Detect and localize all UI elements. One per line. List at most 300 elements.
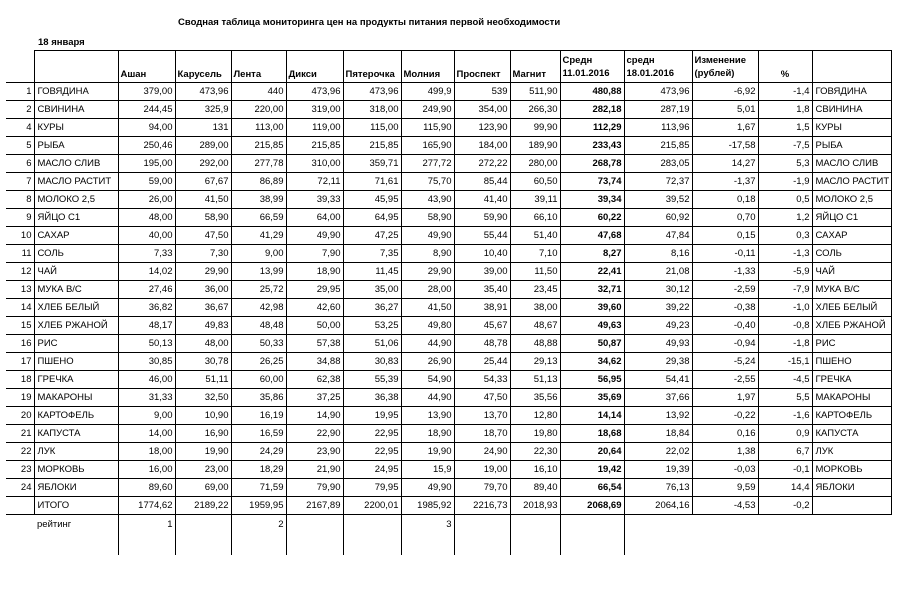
price-pyaterochka: 53,25 — [343, 317, 401, 335]
avg-11-01: 233,43 — [560, 137, 624, 155]
price-karusel: 29,90 — [175, 263, 231, 281]
price-lenta: 113,00 — [231, 119, 286, 137]
price-magnit: 60,50 — [510, 173, 560, 191]
price-auchan: 89,60 — [118, 479, 175, 497]
price-diksi: 14,90 — [286, 407, 343, 425]
table-row — [6, 173, 892, 191]
header-name — [34, 51, 118, 83]
price-auchan: 30,85 — [118, 353, 175, 371]
rating-magnit — [510, 515, 560, 555]
price-lenta: 24,29 — [231, 443, 286, 461]
product-name-right: СВИНИНА — [812, 101, 892, 119]
price-karusel: 16,90 — [175, 425, 231, 443]
change-rub: -2,55 — [692, 371, 758, 389]
price-auchan: 36,82 — [118, 299, 175, 317]
price-karusel: 47,50 — [175, 227, 231, 245]
price-prospekt: 47,50 — [454, 389, 510, 407]
price-pyaterochka: 359,71 — [343, 155, 401, 173]
table-row — [6, 83, 892, 101]
price-karusel: 19,90 — [175, 443, 231, 461]
row-index: 17 — [6, 353, 34, 371]
product-name-right: ГРЕЧКА — [812, 371, 892, 389]
price-pyaterochka: 55,39 — [343, 371, 401, 389]
product-name: ПШЕНО — [34, 353, 118, 371]
avg-11-01: 480,88 — [560, 83, 624, 101]
price-lenta: 60,00 — [231, 371, 286, 389]
price-auchan: 7,33 — [118, 245, 175, 263]
change-pct: -1,9 — [758, 173, 812, 191]
change-pct: -1,8 — [758, 335, 812, 353]
price-molniya: 15,9 — [401, 461, 454, 479]
price-auchan: 244,45 — [118, 101, 175, 119]
price-magnit: 51,13 — [510, 371, 560, 389]
avg-11-01: 49,63 — [560, 317, 624, 335]
product-name: ЯБЛОКИ — [34, 479, 118, 497]
header-avg1-line1: Средн — [562, 55, 593, 66]
product-name-right: ПШЕНО — [812, 353, 892, 371]
price-karusel: 23,00 — [175, 461, 231, 479]
price-magnit: 11,50 — [510, 263, 560, 281]
avg-11-01: 39,34 — [560, 191, 624, 209]
price-lenta: 13,99 — [231, 263, 286, 281]
total-avg1: 2068,69 — [560, 497, 624, 515]
header-avg2-line2: 18.01.2016 — [626, 68, 675, 79]
header-prospekt: Проспект — [454, 51, 510, 83]
product-name-right: МАСЛО СЛИВ — [812, 155, 892, 173]
price-auchan: 16,00 — [118, 461, 175, 479]
price-diksi: 7,90 — [286, 245, 343, 263]
price-magnit: 66,10 — [510, 209, 560, 227]
row-index: 14 — [6, 299, 34, 317]
price-molniya: 115,90 — [401, 119, 454, 137]
rating-pct — [758, 515, 812, 555]
change-rub: 1,97 — [692, 389, 758, 407]
product-name: МОРКОВЬ — [34, 461, 118, 479]
header-row — [6, 51, 892, 83]
product-name: ЛУК — [34, 443, 118, 461]
avg-18-01: 76,13 — [624, 479, 692, 497]
price-lenta: 71,59 — [231, 479, 286, 497]
price-diksi: 79,90 — [286, 479, 343, 497]
table-row — [6, 227, 892, 245]
table-row — [6, 389, 892, 407]
price-diksi: 319,00 — [286, 101, 343, 119]
product-name: ЯЙЦО С1 — [34, 209, 118, 227]
price-lenta: 25,72 — [231, 281, 286, 299]
price-molniya: 54,90 — [401, 371, 454, 389]
row-index: 20 — [6, 407, 34, 425]
table-row — [6, 407, 892, 425]
row-index: 22 — [6, 443, 34, 461]
price-auchan: 27,46 — [118, 281, 175, 299]
table-row — [6, 281, 892, 299]
product-name: ГОВЯДИНА — [34, 83, 118, 101]
change-pct: 6,7 — [758, 443, 812, 461]
product-name-right: ЯБЛОКИ — [812, 479, 892, 497]
header-avg1-line2: 11.01.2016 — [562, 68, 610, 79]
price-diksi: 119,00 — [286, 119, 343, 137]
rating-pyaterochka — [343, 515, 401, 555]
price-magnit: 511,90 — [510, 83, 560, 101]
rating-row — [6, 515, 892, 555]
avg-18-01: 287,19 — [624, 101, 692, 119]
price-molniya: 26,90 — [401, 353, 454, 371]
header-avg1 — [560, 51, 624, 83]
price-lenta: 220,00 — [231, 101, 286, 119]
price-pyaterochka: 30,83 — [343, 353, 401, 371]
avg-18-01: 60,92 — [624, 209, 692, 227]
price-molniya: 8,90 — [401, 245, 454, 263]
product-name: МОЛОКО 2,5 — [34, 191, 118, 209]
price-diksi: 62,38 — [286, 371, 343, 389]
change-pct: 1,2 — [758, 209, 812, 227]
rating-prospekt — [454, 515, 510, 555]
price-molniya: 43,90 — [401, 191, 454, 209]
header-karusel: Карусель — [175, 51, 231, 83]
price-auchan: 14,00 — [118, 425, 175, 443]
price-magnit: 19,80 — [510, 425, 560, 443]
total-pyaterochka: 2200,01 — [343, 497, 401, 515]
change-rub: 14,27 — [692, 155, 758, 173]
change-pct: -7,5 — [758, 137, 812, 155]
avg-18-01: 29,38 — [624, 353, 692, 371]
price-auchan: 48,00 — [118, 209, 175, 227]
rating-diksi — [286, 515, 343, 555]
change-pct: 1,8 — [758, 101, 812, 119]
price-pyaterochka: 7,35 — [343, 245, 401, 263]
price-magnit: 48,67 — [510, 317, 560, 335]
product-name-right: ГОВЯДИНА — [812, 83, 892, 101]
avg-18-01: 22,02 — [624, 443, 692, 461]
product-name: ГРЕЧКА — [34, 371, 118, 389]
price-diksi: 21,90 — [286, 461, 343, 479]
product-name-right: СОЛЬ — [812, 245, 892, 263]
product-name-right: МОЛОКО 2,5 — [812, 191, 892, 209]
price-magnit: 23,45 — [510, 281, 560, 299]
change-pct: 0,9 — [758, 425, 812, 443]
product-name: КАРТОФЕЛЬ — [34, 407, 118, 425]
price-karusel: 473,96 — [175, 83, 231, 101]
price-magnit: 189,90 — [510, 137, 560, 155]
header-diksi: Дикси — [286, 51, 343, 83]
product-name: ЧАЙ — [34, 263, 118, 281]
change-pct: 5,3 — [758, 155, 812, 173]
change-rub: 0,18 — [692, 191, 758, 209]
price-diksi: 64,00 — [286, 209, 343, 227]
price-pyaterochka: 45,95 — [343, 191, 401, 209]
price-pyaterochka: 19,95 — [343, 407, 401, 425]
change-pct: 0,3 — [758, 227, 812, 245]
price-diksi: 39,33 — [286, 191, 343, 209]
price-lenta: 48,48 — [231, 317, 286, 335]
product-name: САХАР — [34, 227, 118, 245]
price-diksi: 37,25 — [286, 389, 343, 407]
change-rub: -6,92 — [692, 83, 758, 101]
change-rub: -17,58 — [692, 137, 758, 155]
price-prospekt: 24,90 — [454, 443, 510, 461]
header-avg2 — [624, 51, 692, 83]
row-index: 9 — [6, 209, 34, 227]
price-lenta: 440 — [231, 83, 286, 101]
change-pct: 14,4 — [758, 479, 812, 497]
price-auchan: 94,00 — [118, 119, 175, 137]
price-diksi: 29,95 — [286, 281, 343, 299]
avg-18-01: 19,39 — [624, 461, 692, 479]
change-rub: 1,67 — [692, 119, 758, 137]
price-auchan: 14,02 — [118, 263, 175, 281]
row-index: 1 — [6, 83, 34, 101]
price-magnit: 51,40 — [510, 227, 560, 245]
price-diksi: 310,00 — [286, 155, 343, 173]
price-auchan: 48,17 — [118, 317, 175, 335]
price-auchan: 31,33 — [118, 389, 175, 407]
product-name: ХЛЕБ РЖАНОЙ — [34, 317, 118, 335]
price-diksi: 72,11 — [286, 173, 343, 191]
product-name-right: ЛУК — [812, 443, 892, 461]
header-lenta: Лента — [231, 51, 286, 83]
price-diksi: 42,60 — [286, 299, 343, 317]
table-row — [6, 101, 892, 119]
price-pyaterochka: 64,95 — [343, 209, 401, 227]
price-molniya: 249,90 — [401, 101, 454, 119]
price-prospekt: 10,40 — [454, 245, 510, 263]
price-prospekt: 79,70 — [454, 479, 510, 497]
price-auchan: 18,00 — [118, 443, 175, 461]
price-magnit: 99,90 — [510, 119, 560, 137]
avg-11-01: 19,42 — [560, 461, 624, 479]
price-karusel: 131 — [175, 119, 231, 137]
price-prospekt: 18,70 — [454, 425, 510, 443]
total-diksi: 2167,89 — [286, 497, 343, 515]
total-avg2: 2064,16 — [624, 497, 692, 515]
product-name-right: САХАР — [812, 227, 892, 245]
table-row — [6, 425, 892, 443]
avg-18-01: 30,12 — [624, 281, 692, 299]
avg-18-01: 49,23 — [624, 317, 692, 335]
price-pyaterochka: 36,27 — [343, 299, 401, 317]
change-pct: -15,1 — [758, 353, 812, 371]
price-pyaterochka: 22,95 — [343, 443, 401, 461]
header-avg2-line1: средн — [626, 55, 655, 66]
total-row — [6, 497, 892, 515]
table-row — [6, 119, 892, 137]
product-name-right: ХЛЕБ РЖАНОЙ — [812, 317, 892, 335]
product-name: ХЛЕБ БЕЛЫЙ — [34, 299, 118, 317]
price-pyaterochka: 24,95 — [343, 461, 401, 479]
price-pyaterochka: 51,06 — [343, 335, 401, 353]
price-auchan: 59,00 — [118, 173, 175, 191]
price-molniya: 49,90 — [401, 227, 454, 245]
price-prospekt: 55,44 — [454, 227, 510, 245]
price-magnit: 29,13 — [510, 353, 560, 371]
change-pct: -1,3 — [758, 245, 812, 263]
avg-11-01: 268,78 — [560, 155, 624, 173]
price-diksi: 23,90 — [286, 443, 343, 461]
product-name-right: МУКА В/С — [812, 281, 892, 299]
avg-18-01: 54,41 — [624, 371, 692, 389]
price-lenta: 35,86 — [231, 389, 286, 407]
header-change-line1: Изменение — [694, 55, 747, 66]
price-diksi: 215,85 — [286, 137, 343, 155]
change-pct: -1,6 — [758, 407, 812, 425]
avg-18-01: 13,92 — [624, 407, 692, 425]
change-pct: 1,5 — [758, 119, 812, 137]
table-row — [6, 353, 892, 371]
price-pyaterochka: 11,45 — [343, 263, 401, 281]
row-index: 10 — [6, 227, 34, 245]
change-rub: -0,38 — [692, 299, 758, 317]
price-karusel: 36,00 — [175, 281, 231, 299]
avg-11-01: 47,68 — [560, 227, 624, 245]
price-prospekt: 35,40 — [454, 281, 510, 299]
product-name: МУКА В/С — [34, 281, 118, 299]
price-prospekt: 48,78 — [454, 335, 510, 353]
price-magnit: 48,88 — [510, 335, 560, 353]
avg-18-01: 215,85 — [624, 137, 692, 155]
header-molniya: Молния — [401, 51, 454, 83]
price-auchan: 26,00 — [118, 191, 175, 209]
avg-18-01: 21,08 — [624, 263, 692, 281]
avg-18-01: 72,37 — [624, 173, 692, 191]
price-prospekt: 539 — [454, 83, 510, 101]
price-karusel: 69,00 — [175, 479, 231, 497]
price-lenta: 16,19 — [231, 407, 286, 425]
product-name-right: МАКАРОНЫ — [812, 389, 892, 407]
price-diksi: 18,90 — [286, 263, 343, 281]
total-change: -4,53 — [692, 497, 758, 515]
avg-11-01: 112,29 — [560, 119, 624, 137]
product-name: СВИНИНА — [34, 101, 118, 119]
product-name-right: КУРЫ — [812, 119, 892, 137]
change-rub: 0,70 — [692, 209, 758, 227]
price-magnit: 266,30 — [510, 101, 560, 119]
table-row — [6, 191, 892, 209]
table-row — [6, 245, 892, 263]
product-name-right: ЧАЙ — [812, 263, 892, 281]
price-prospekt: 184,00 — [454, 137, 510, 155]
change-pct: -7,9 — [758, 281, 812, 299]
price-karusel: 41,50 — [175, 191, 231, 209]
row-index: 18 — [6, 371, 34, 389]
change-pct: -0,8 — [758, 317, 812, 335]
total-magnit: 2018,93 — [510, 497, 560, 515]
rating-karusel — [175, 515, 231, 555]
price-karusel: 67,67 — [175, 173, 231, 191]
rating-index — [6, 515, 34, 555]
price-magnit: 12,80 — [510, 407, 560, 425]
total-label: ИТОГО — [34, 497, 118, 515]
rating-avg1 — [560, 515, 624, 555]
price-molniya: 75,70 — [401, 173, 454, 191]
price-auchan: 9,00 — [118, 407, 175, 425]
avg-18-01: 37,66 — [624, 389, 692, 407]
avg-11-01: 50,87 — [560, 335, 624, 353]
price-magnit: 7,10 — [510, 245, 560, 263]
product-name: КУРЫ — [34, 119, 118, 137]
price-magnit: 38,00 — [510, 299, 560, 317]
rating-molniya: 3 — [401, 515, 454, 555]
table-row — [6, 299, 892, 317]
change-rub: -1,37 — [692, 173, 758, 191]
rating-label: рейтинг — [34, 515, 118, 555]
avg-11-01: 22,41 — [560, 263, 624, 281]
price-lenta: 9,00 — [231, 245, 286, 263]
rating-lenta: 2 — [231, 515, 286, 555]
rating-auchan: 1 — [118, 515, 175, 555]
price-prospekt: 272,22 — [454, 155, 510, 173]
product-name-right: ХЛЕБ БЕЛЫЙ — [812, 299, 892, 317]
table-row — [6, 209, 892, 227]
price-karusel: 292,00 — [175, 155, 231, 173]
product-name: МАСЛО РАСТИТ — [34, 173, 118, 191]
avg-18-01: 47,84 — [624, 227, 692, 245]
price-magnit: 16,10 — [510, 461, 560, 479]
avg-11-01: 39,60 — [560, 299, 624, 317]
price-lenta: 66,59 — [231, 209, 286, 227]
row-index: 12 — [6, 263, 34, 281]
header-percent: % — [758, 51, 812, 83]
rating-avg2 — [624, 515, 692, 555]
report-date: 18 января — [38, 37, 85, 48]
price-auchan: 379,00 — [118, 83, 175, 101]
price-auchan: 40,00 — [118, 227, 175, 245]
table-row — [6, 479, 892, 497]
change-pct: 0,5 — [758, 191, 812, 209]
price-karusel: 32,50 — [175, 389, 231, 407]
price-pyaterochka: 71,61 — [343, 173, 401, 191]
price-magnit: 89,40 — [510, 479, 560, 497]
price-karusel: 10,90 — [175, 407, 231, 425]
price-molniya: 49,80 — [401, 317, 454, 335]
avg-18-01: 283,05 — [624, 155, 692, 173]
product-name-right: КАРТОФЕЛЬ — [812, 407, 892, 425]
price-lenta: 18,29 — [231, 461, 286, 479]
change-rub: -0,22 — [692, 407, 758, 425]
product-name: РЫБА — [34, 137, 118, 155]
product-name: МАКАРОНЫ — [34, 389, 118, 407]
price-molniya: 13,90 — [401, 407, 454, 425]
price-lenta: 42,98 — [231, 299, 286, 317]
row-index: 16 — [6, 335, 34, 353]
price-prospekt: 41,40 — [454, 191, 510, 209]
change-rub: 9,59 — [692, 479, 758, 497]
price-diksi: 49,90 — [286, 227, 343, 245]
price-molniya: 165,90 — [401, 137, 454, 155]
price-pyaterochka: 79,95 — [343, 479, 401, 497]
row-index: 8 — [6, 191, 34, 209]
change-rub: -0,94 — [692, 335, 758, 353]
price-auchan: 50,13 — [118, 335, 175, 353]
price-pyaterochka: 473,96 — [343, 83, 401, 101]
product-name: СОЛЬ — [34, 245, 118, 263]
header-index — [6, 51, 34, 83]
table-row — [6, 155, 892, 173]
change-pct: -1,4 — [758, 83, 812, 101]
price-pyaterochka: 36,38 — [343, 389, 401, 407]
price-prospekt: 354,00 — [454, 101, 510, 119]
table-row — [6, 137, 892, 155]
change-pct: -5,9 — [758, 263, 812, 281]
price-prospekt: 38,91 — [454, 299, 510, 317]
total-karusel: 2189,22 — [175, 497, 231, 515]
change-pct: 5,5 — [758, 389, 812, 407]
row-index: 2 — [6, 101, 34, 119]
row-index: 5 — [6, 137, 34, 155]
avg-11-01: 60,22 — [560, 209, 624, 227]
row-index: 24 — [6, 479, 34, 497]
price-lenta: 86,89 — [231, 173, 286, 191]
price-molniya: 41,50 — [401, 299, 454, 317]
